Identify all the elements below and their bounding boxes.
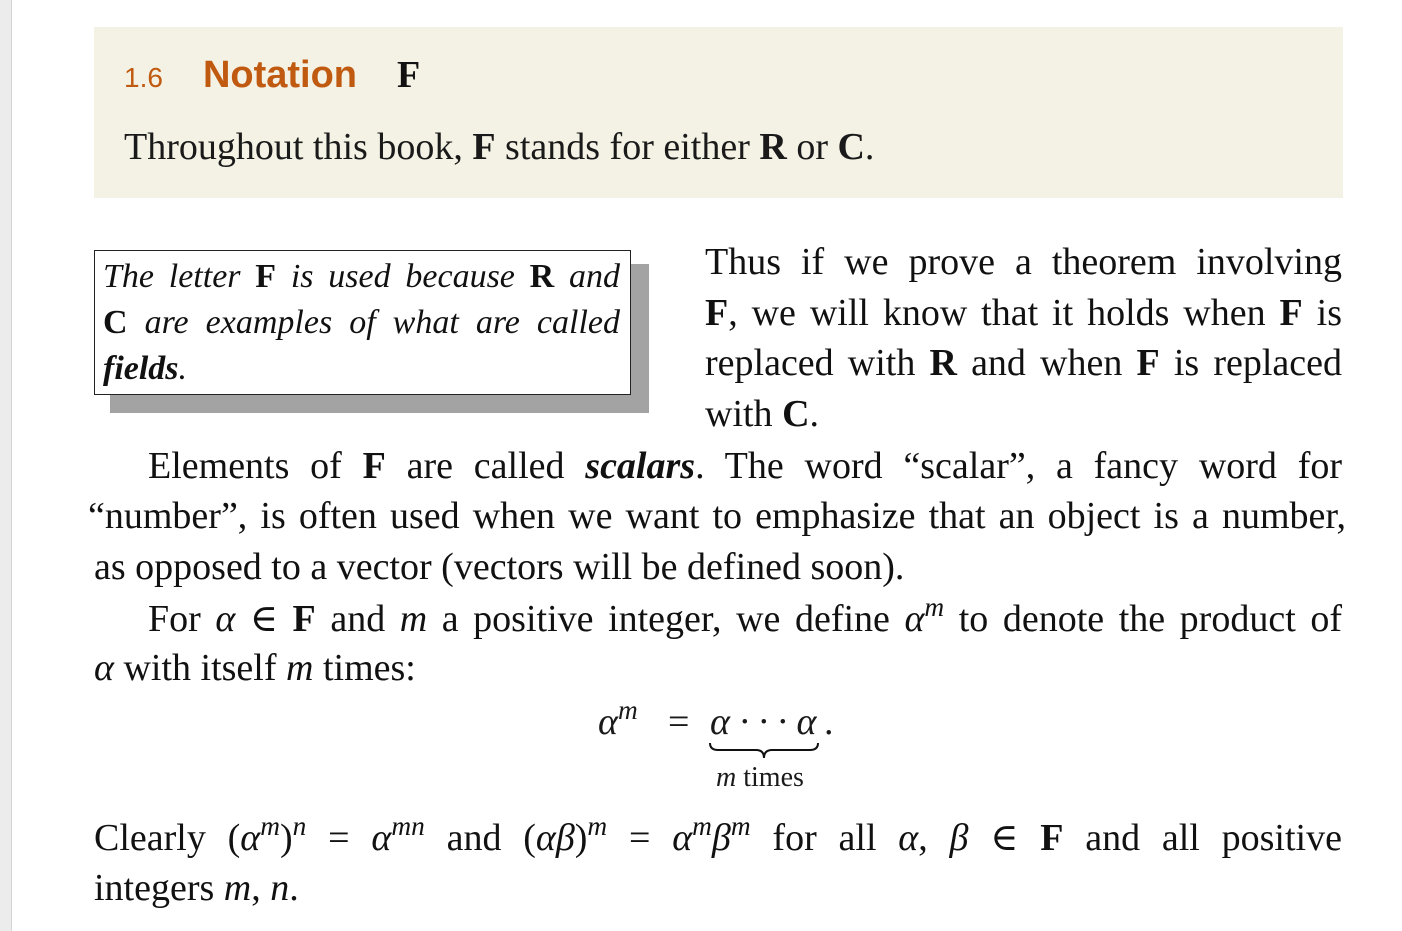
para1-line: F, we will know that it holds when F is (705, 292, 1342, 334)
para1-line: replaced with R and when F is replaced (705, 342, 1342, 384)
equation-rhs: α · · · α (710, 701, 817, 743)
para3-line: α with itself m times: (94, 647, 416, 689)
equation-lhs: $\alpha^m$ (598, 694, 638, 743)
notation-number: 1.6 (124, 62, 163, 93)
margin-note-line: C are examples of what are called (103, 304, 620, 341)
page-left-edge (0, 0, 12, 931)
notation-box (94, 27, 1343, 198)
para4-line: Clearly $(\alpha^m)^n = \alpha^{mn}$ and $(\alpha\beta)^m = \alpha^m\beta^m$ for all α, β ∈ F and all positive (94, 810, 1342, 859)
notation-body: Throughout this book, F stands for either R or C. (124, 126, 875, 168)
para2-line: “number”, is often used when we want to emphasize that an object is a number, (88, 495, 1346, 537)
para1-line: Thus if we prove a theorem involving (705, 241, 1342, 283)
notation-title: Notation (202, 54, 358, 96)
para2-line: Elements of F are called scalars. The word “scalar”, a fancy word for (148, 445, 1342, 487)
notation-symbol: F (397, 54, 421, 96)
equation-period: . (824, 701, 834, 743)
notation-heading (124, 53, 420, 97)
underbrace-label: m times (716, 762, 804, 793)
equation-equals: = (668, 701, 690, 743)
para4-line: integers m, n. (94, 867, 299, 909)
margin-note-line: fields. (103, 350, 188, 387)
para3-line: For α ∈ F and m a positive integer, we define $\alpha^m$ to denote the product of (148, 591, 1342, 640)
underbrace (708, 741, 820, 761)
para1-line: with C. (705, 393, 820, 435)
margin-note-line: The letter F is used because R and (103, 258, 620, 295)
para2-line: as opposed to a vector (vectors will be defined soon). (94, 546, 905, 588)
margin-note (94, 250, 631, 395)
